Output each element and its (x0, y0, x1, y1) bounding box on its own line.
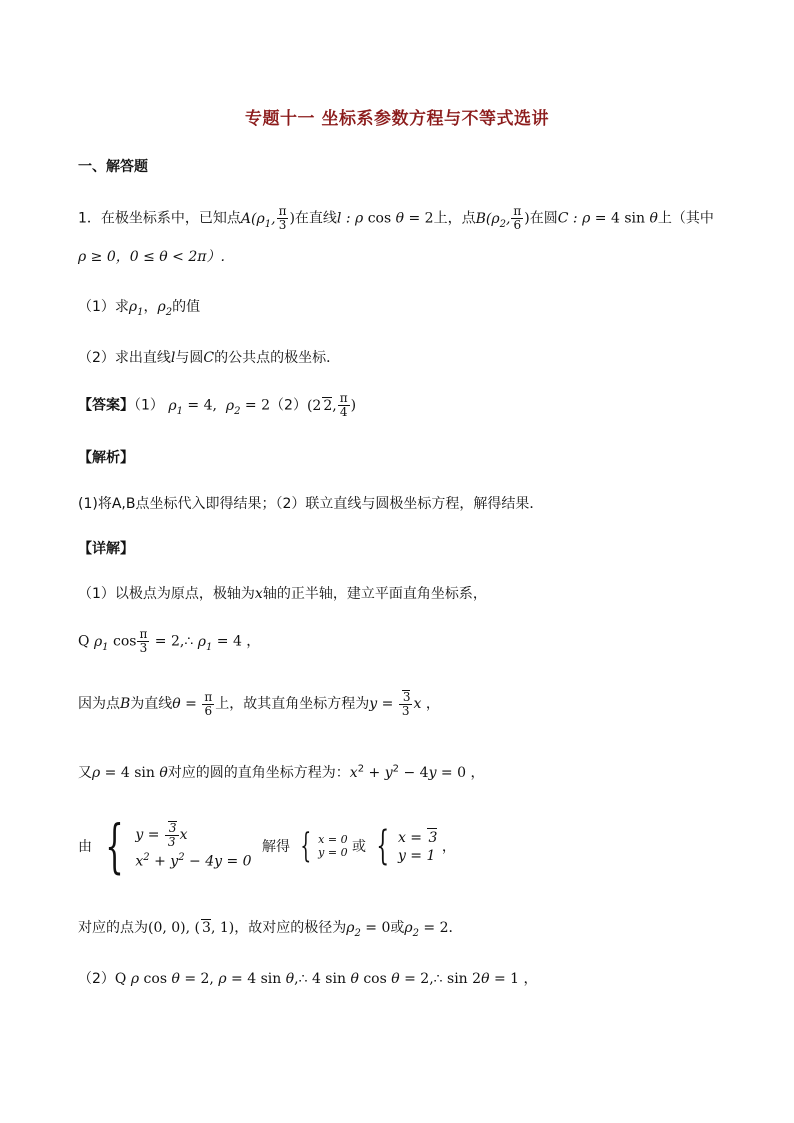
answer-line: 【答案】（1） $\rho_1 = 4$, $\rho_2 = 2(2)(2$ 2, $\frac{\pi}{4}$ ) (78, 391, 357, 419)
detail-line-1: （1）以极点为原点，极轴为x轴的正半轴，建立平面直角坐标系， (78, 586, 487, 602)
solution-1: { x = 0 y = 0 (299, 826, 348, 866)
question-1-part-1: （1）求$\rho_1$，$\rho_2$的值 (78, 299, 201, 318)
detail-line-5: 由 { y = $\frac{3}{3}$ x $x^2 + y^2 - 4y = 0$ 解得 { x = 0 y = 0 或 { x = 3 y = 1 ， (78, 812, 456, 880)
answer-label: 【答案】 (78, 397, 134, 414)
frac-pi-6: $\frac{\pi}{6}$ (513, 204, 522, 232)
system-of-equations: { y = $\frac{3}{3}$ x $x^2 + y^2 - 4y = 0$ (105, 812, 252, 880)
q1-text-e: 上（其中 (657, 210, 714, 227)
q1-text-c: 上，点 (433, 210, 476, 227)
frac-pi-3: $\frac{\pi}{3}$ (278, 204, 287, 232)
point-a-formula: $A(\rho_1$, (240, 210, 276, 230)
q1-text-b: 在直线 (294, 210, 337, 227)
solution-2: { x = 3 y = 1 (376, 823, 438, 869)
question-1-line-1: 1．在极坐标系中，已知点$A(\rho_1$, $\frac{\pi}{3}$ )在直线l : ρ cos θ = 2上，点$B(\rho_2$, $\frac{\pi}{6}$ )在圆C : ρ = 4 sin θ上（其中 (78, 204, 714, 232)
page-title: 专题十一 坐标系参数方程与不等式选讲 (245, 109, 549, 129)
detail-label: 【详解】 (78, 541, 134, 557)
analysis-text: (1)将A,B点坐标代入即得结果；（2）联立直线与圆极坐标方程，解得结果． (78, 496, 544, 512)
analysis-label: 【解析】 (78, 450, 134, 466)
detail-line-2: Q $\rho_1$ cos $\frac{\pi}{3}$ = 2,∴ $\rho_1 = 4$ ， (78, 627, 261, 655)
section-heading: 一、解答题 (78, 159, 148, 175)
detail-line-6: 对应的点为(0, 0), ( 3, 1)，故对应的极径为$\rho_2 = 0$或$\rho_2 = 2$． (78, 920, 463, 939)
detail-line-4: 又ρ = 4 sin θ对应的圆的直角坐标方程为：$x^2 + y^2 - 4y = 0$ ， (78, 763, 485, 781)
detail-line-7: （2）Q ρ cos θ = 2, ρ = 4 sin θ,∴ 4 sin θ cos θ = 2,∴ sin 2θ = 1 ， (78, 971, 538, 987)
line-l-formula: l : ρ (336, 210, 364, 227)
circle-c-formula: C : ρ (557, 210, 591, 227)
q1-text-d: 在圆 (529, 210, 558, 227)
point-b-formula: $B(\rho_2$, (475, 210, 511, 230)
detail-line-3: 因为点B为直线θ = $\frac{\pi}{6}$ 上，故其直角坐标方程为y = $\frac{3}{3}$ x ， (78, 689, 440, 718)
q1-text-a: 1．在极坐标系中，已知点 (78, 210, 241, 227)
question-1-condition: ρ ≥ 0，0 ≤ θ < 2π）. (78, 249, 225, 265)
question-1-part-2: （2）求出直线l与圆C的公共点的极坐标． (78, 350, 341, 366)
